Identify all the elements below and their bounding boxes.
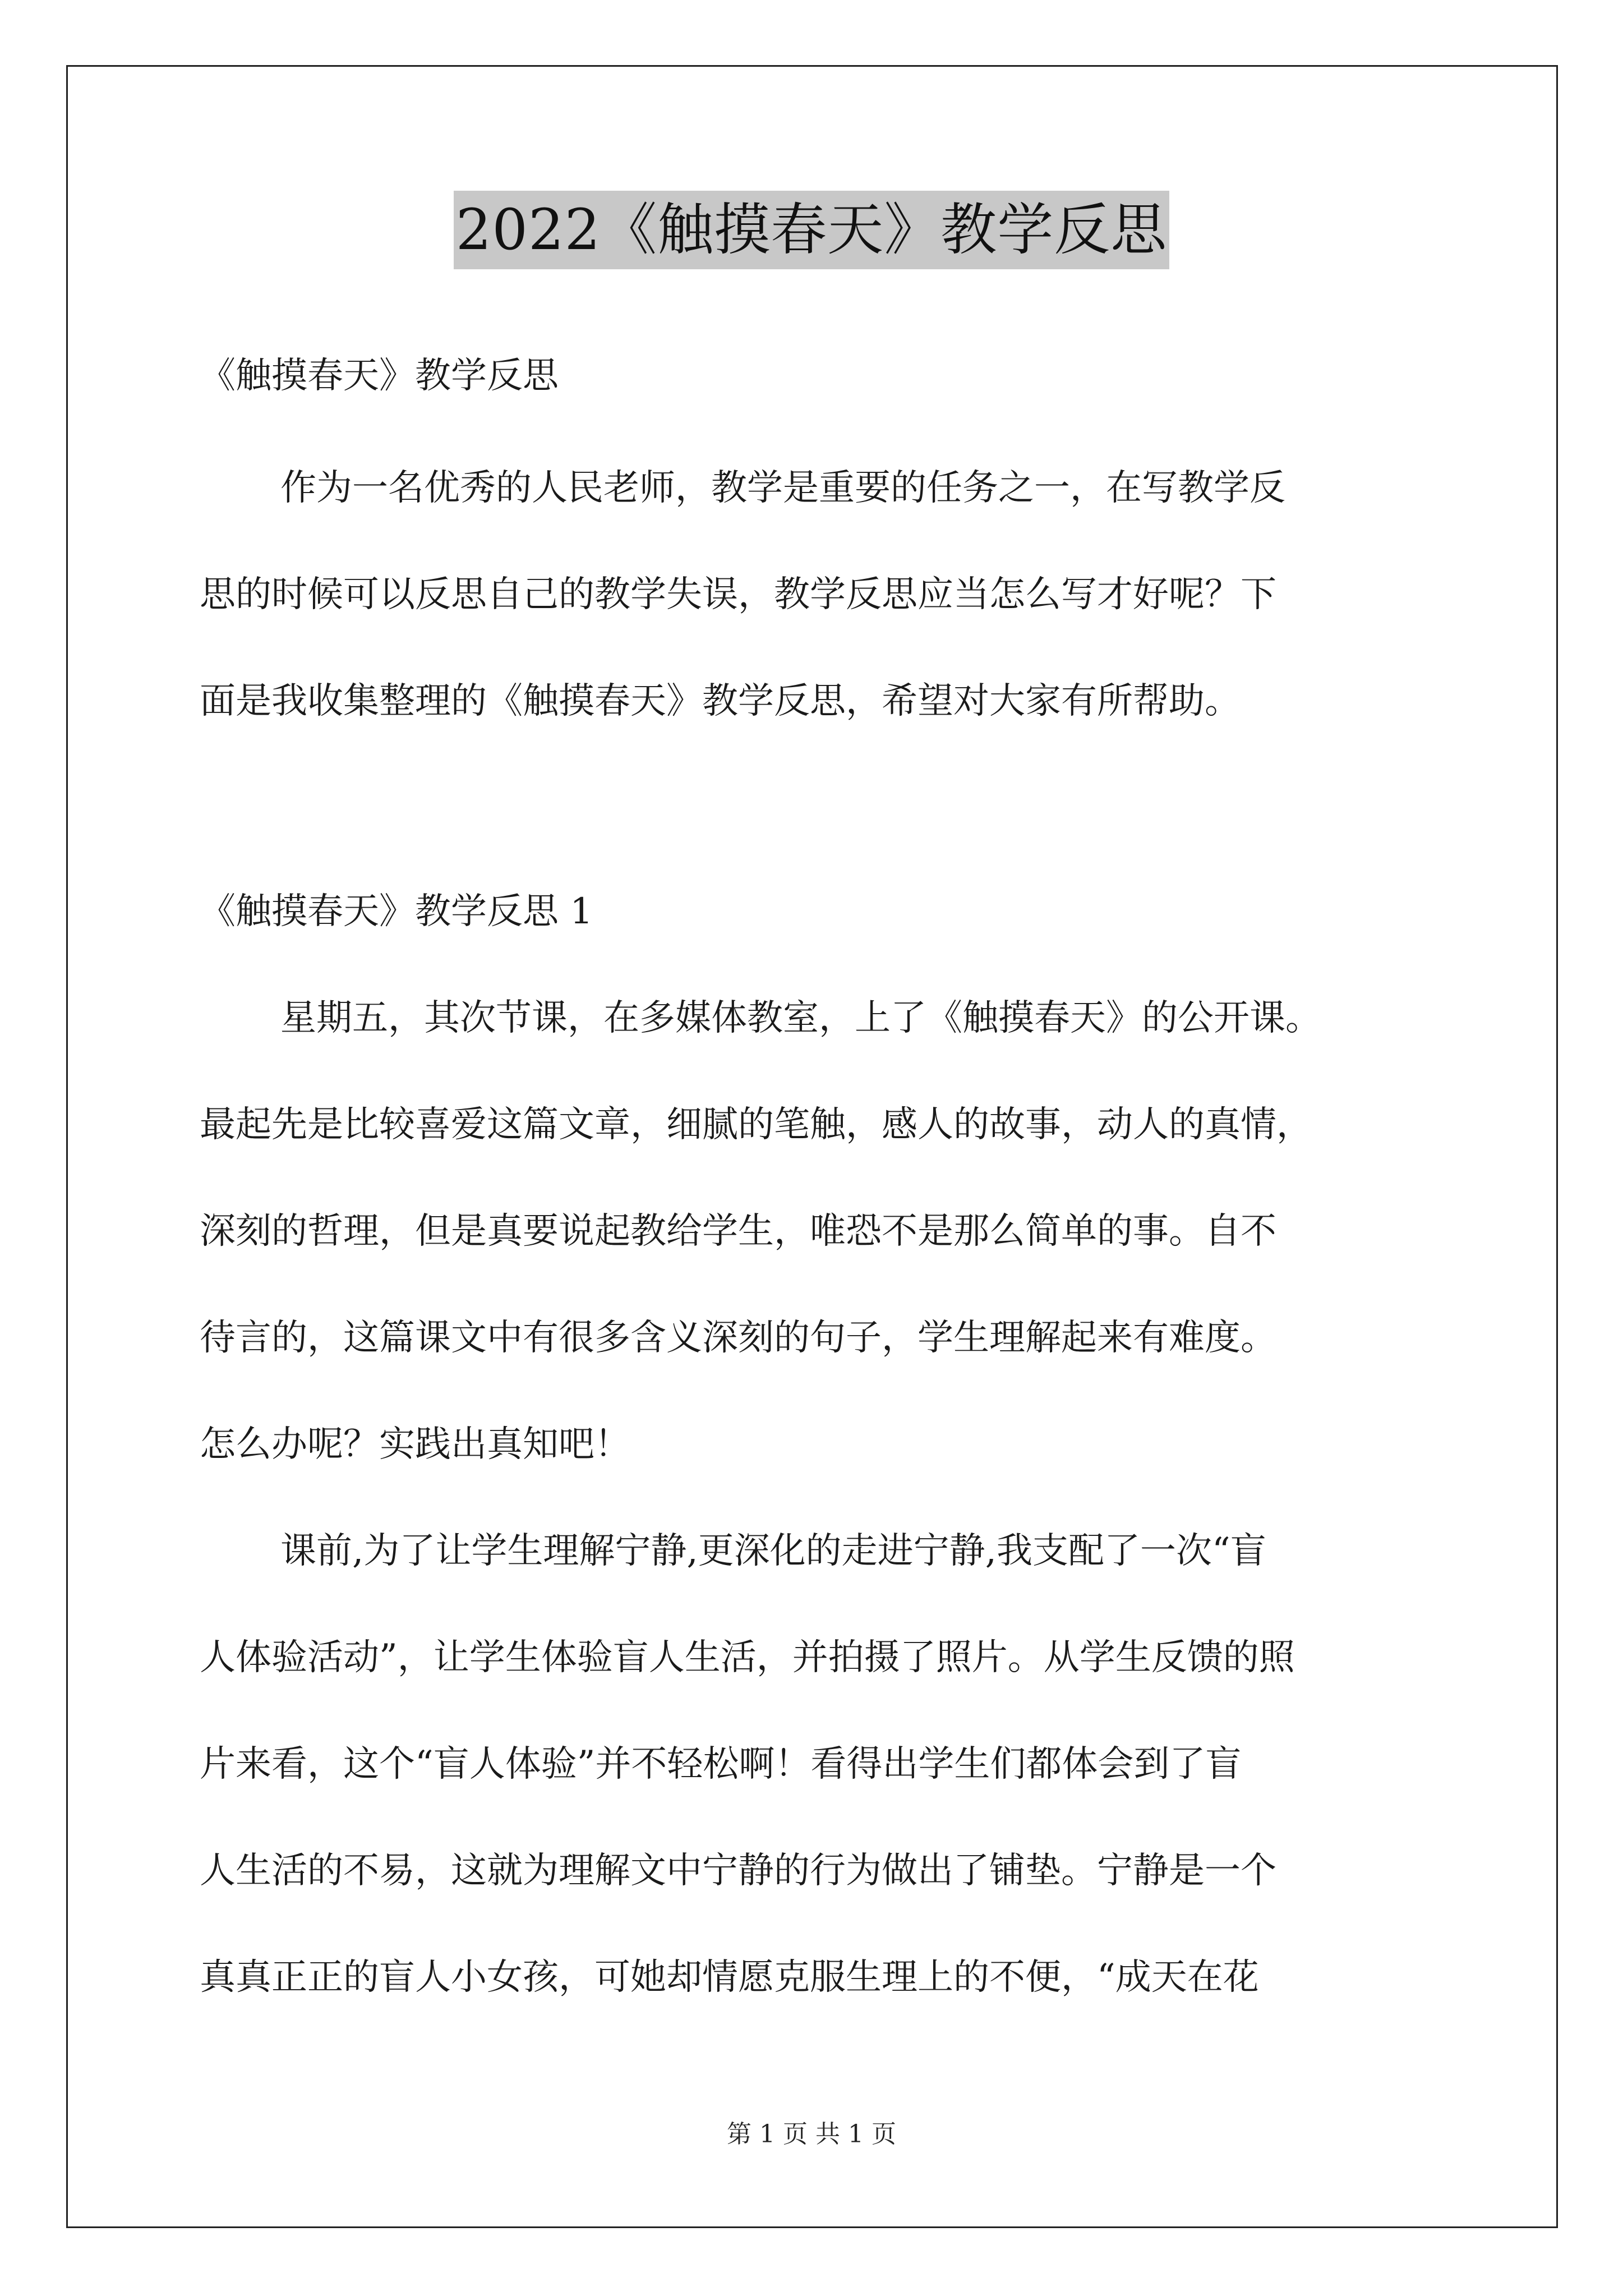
- section-heading: 《触摸春天》教学反思: [200, 355, 559, 397]
- paragraph-line: 作为一名优秀的人民老师，教学是重要的任务之一，在写教学反: [280, 467, 1285, 509]
- title-container: [0, 191, 1623, 269]
- paragraph-line: 怎么办呢？实践出真知吧！: [200, 1424, 630, 1465]
- section-heading: 《触摸春天》教学反思 1: [200, 891, 593, 932]
- paragraph-line: 星期五，其次节课，在多媒体教室，上了《触摸春天》的公开课。: [280, 997, 1321, 1039]
- paragraph-line: 待言的，这篇课文中有很多含义深刻的句子，学生理解起来有难度。: [200, 1317, 1276, 1359]
- paragraph-line: 深刻的哲理，但是真要说起教给学生，唯恐不是那么简单的事。自不: [200, 1211, 1276, 1252]
- paragraph-line: 思的时候可以反思自己的教学失误，教学反思应当怎么写才好呢？下: [200, 574, 1276, 615]
- paragraph-line: 人体验活动”，让学生体验盲人生活，并拍摄了照片。从学生反馈的照: [200, 1637, 1295, 1678]
- paragraph-line: 最起先是比较喜爱这篇文章，细腻的笔触，感人的故事，动人的真情，: [200, 1104, 1312, 1145]
- paragraph-line: 真真正正的盲人小女孩，可她却情愿克服生理上的不便，“成天在花: [200, 1957, 1259, 1998]
- document-title: 2022《触摸春天》教学反思: [454, 191, 1170, 269]
- paragraph-line: 片来看，这个“盲人体验”并不轻松啊！看得出学生们都体会到了盲: [200, 1743, 1242, 1785]
- page-footer: 第 1 页 共 1 页: [727, 2120, 896, 2148]
- paragraph-line: 课前,为了让学生理解宁静,更深化的走进宁静,我支配了一次“盲: [280, 1530, 1266, 1572]
- paragraph-line: 人生活的不易，这就为理解文中宁静的行为做出了铺垫。宁静是一个: [200, 1850, 1276, 1892]
- paragraph-line: 面是我收集整理的《触摸春天》教学反思，希望对大家有所帮助。: [200, 680, 1241, 722]
